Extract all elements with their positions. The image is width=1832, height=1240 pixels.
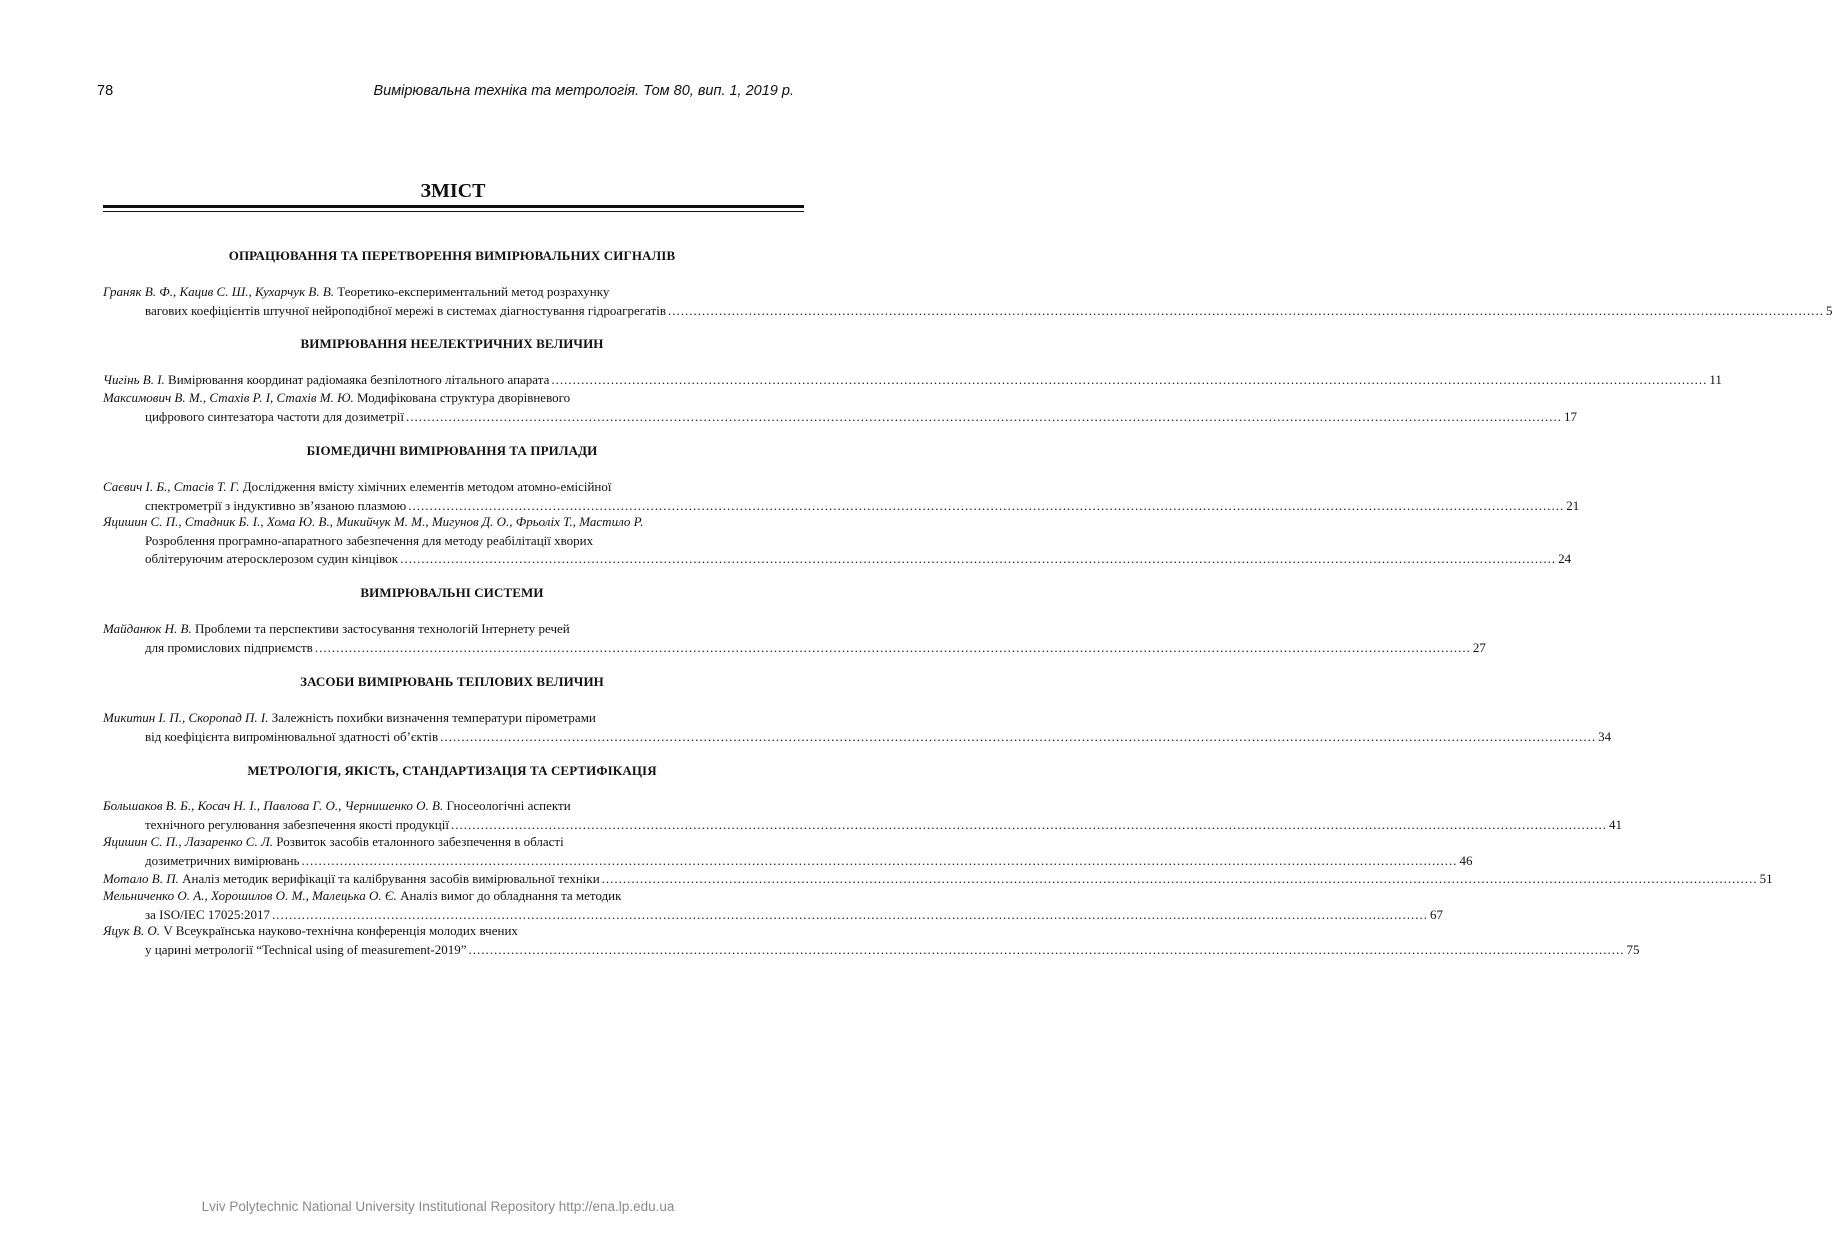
leader-dots xyxy=(301,853,1457,868)
entry-title: Проблеми та перспективи застосування технологій Інтернету речей xyxy=(191,621,570,636)
entry-title: Розвиток засобів еталонного забезпечення в області xyxy=(273,834,564,849)
entry-title-cont: облітеруючим атеросклерозом судин кінцівок xyxy=(145,551,399,566)
entry-page: 17 xyxy=(1563,408,1577,424)
entry-page: 21 xyxy=(1566,497,1580,513)
entry-title: Аналіз вимог до обладнання та методик xyxy=(396,888,622,903)
toc-entry[interactable] xyxy=(103,870,1773,889)
entry-authors: Яцишин С. П., Лазаренко С. Л. xyxy=(103,834,274,849)
toc-entry[interactable] xyxy=(103,833,1473,870)
section-heading: ЗАСОБИ ВИМІРЮВАНЬ ТЕПЛОВИХ ВЕЛИЧИН xyxy=(300,674,604,689)
entry-authors: Саєвич І. Б., Стасів Т. Г. xyxy=(103,479,240,494)
entry-page: 75 xyxy=(1626,941,1640,957)
entry-title-cont: для промислових підприємств xyxy=(145,639,313,655)
leader-dots xyxy=(602,871,1758,886)
toc-entry[interactable] xyxy=(103,709,1612,746)
entry-title: Гносеологічні аспекти xyxy=(443,798,571,813)
page-number: 78 xyxy=(97,83,114,99)
entry-authors: Граняк В. Ф., Кацив С. Ш., Кухарчук В. В. xyxy=(103,284,335,299)
entry-authors: Чигінь В. І. xyxy=(103,372,165,387)
entry-authors: Микитин І. П., Скоропад П. І. xyxy=(103,710,269,725)
journal-title: Вимірювальна техніка та метрологія. Том 80, вип. 1, 2019 р. xyxy=(373,83,794,99)
leader-dots xyxy=(408,498,1564,513)
leader-dots xyxy=(315,640,1471,655)
leader-dots xyxy=(551,372,1707,387)
entry-title: Дослідження вмісту хімічних елементів методом атомно-емісійної xyxy=(239,479,612,494)
toc-entry[interactable] xyxy=(103,389,1577,426)
entry-page: 41 xyxy=(1608,816,1622,832)
toc-entry[interactable] xyxy=(103,478,1580,515)
entry-page: 5 xyxy=(1825,302,1832,318)
leader-dots xyxy=(451,817,1607,832)
leader-dots xyxy=(400,551,1556,566)
entry-title-cont: спектрометрії з індуктивно зв’язаною плазмою xyxy=(145,497,407,513)
entry-page: 46 xyxy=(1459,852,1473,868)
entry-title-cont: цифрового синтезатора частоти для дозиметрії xyxy=(145,408,404,424)
leader-dots xyxy=(668,303,1824,318)
running-header xyxy=(97,83,794,103)
toc-entry[interactable] xyxy=(103,797,1622,834)
title-rule-thin xyxy=(103,211,804,212)
entry-title-cont: технічного регулювання забезпечення якості продукції xyxy=(145,816,449,832)
leader-dots xyxy=(272,907,1428,922)
page-title: ЗМІСТ xyxy=(420,180,486,202)
entry-title: Розроблення програмно-апаратного забезпечення для методу реабілітації хворих xyxy=(145,532,594,548)
entry-authors: Максимович В. М., Стахів Р. І, Стахів М. Ю. xyxy=(103,390,354,405)
entry-title-cont: за ISO/IEC 17025:2017 xyxy=(145,906,271,922)
entry-title: V Всеукраїнська науково-технічна конференція молодих вчених xyxy=(160,923,518,938)
entry-title: Залежність похибки визначення температури пірометрами xyxy=(268,710,596,725)
entry-title-cont: у царині метрології “Technical using of measurement-2019” xyxy=(145,941,467,957)
entry-page: 67 xyxy=(1430,906,1444,922)
entry-authors: Майданюк Н. В. xyxy=(103,621,192,636)
entry-page: 11 xyxy=(1709,372,1722,387)
title-rule-thick xyxy=(103,205,804,208)
toc-entry[interactable] xyxy=(103,620,1486,657)
entry-title-cont: дозиметричних вимірювань xyxy=(145,852,300,868)
leader-dots xyxy=(468,942,1624,957)
toc-entry[interactable] xyxy=(103,513,1572,569)
entry-page: 24 xyxy=(1558,551,1572,566)
entry-authors: Яцук В. О. xyxy=(103,923,161,938)
leader-dots xyxy=(440,729,1596,744)
entry-authors: Яцишин С. П., Стадник Б. І., Хома Ю. В., Микийчук М. М., Мигунов Д. О., Фрьоліх Т., Мастило Р. xyxy=(103,514,644,529)
entry-authors: Мельниченко О. А., Хорошилов О. М., Малецька О. Є. xyxy=(103,888,397,903)
toc-entry[interactable] xyxy=(103,283,1832,320)
repository-footer: Lviv Polytechnic National University Institutional Repository http://ena.lp.edu.ua xyxy=(201,1199,675,1214)
section-heading: БІОМЕДИЧНІ ВИМІРЮВАННЯ ТА ПРИЛАДИ xyxy=(306,443,598,458)
entry-authors: Большаков В. Б., Косач Н. І., Павлова Г. О., Чернишенко О. В. xyxy=(103,798,444,813)
entry-authors: Мотало В. П. xyxy=(103,871,179,886)
toc-entry[interactable] xyxy=(103,887,1444,924)
entry-page: 27 xyxy=(1472,639,1486,655)
section-heading: ОПРАЦЮВАННЯ ТА ПЕРЕТВОРЕННЯ ВИМІРЮВАЛЬНИХ СИГНАЛІВ xyxy=(228,248,676,263)
entry-title-cont: вагових коефіцієнтів штучної нейроподібної мережі в системах діагностування гідроагрегатів xyxy=(145,302,666,318)
entry-title-cont: від коефіцієнта випромінювальної здатності об’єктів xyxy=(145,728,439,744)
toc-entry[interactable] xyxy=(103,922,1640,959)
section-heading: МЕТРОЛОГІЯ, ЯКІСТЬ, СТАНДАРТИЗАЦІЯ ТА СЕРТИФІКАЦІЯ xyxy=(247,763,657,778)
entry-page: 51 xyxy=(1759,871,1773,886)
toc-entry[interactable] xyxy=(103,371,1722,390)
entry-page: 34 xyxy=(1598,728,1612,744)
entry-title: Модифікована структура дворівневого xyxy=(353,390,571,405)
entry-title: Вимірювання координат радіомаяка безпілотного літального апарата xyxy=(164,372,550,387)
section-heading: ВИМІРЮВАЛЬНІ СИСТЕМИ xyxy=(360,585,544,600)
section-heading: ВИМІРЮВАННЯ НЕЕЛЕКТРИЧНИХ ВЕЛИЧИН xyxy=(300,336,604,351)
leader-dots xyxy=(406,409,1562,424)
entry-title: Теоретико-експериментальний метод розрахунку xyxy=(334,284,610,299)
entry-title: Аналіз методик верифікації та калібрування засобів вимірювальної техніки xyxy=(178,871,600,886)
